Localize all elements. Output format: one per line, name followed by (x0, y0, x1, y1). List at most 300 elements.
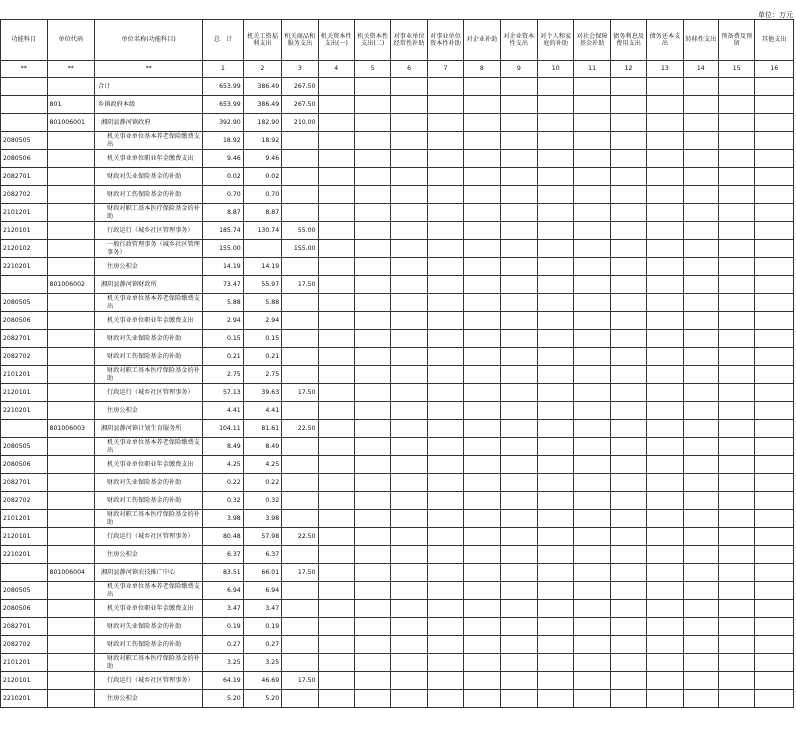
amount-cell (647, 636, 683, 654)
amount-cell (500, 258, 537, 276)
sequence-cell: 15 (719, 61, 755, 78)
amount-cell: 6.94 (243, 582, 281, 600)
amount-cell (427, 438, 463, 456)
amount-cell (683, 96, 718, 114)
amount-cell (464, 654, 500, 672)
amount-cell (683, 672, 718, 690)
function-code-cell: 2082701 (1, 330, 48, 348)
sequence-cell: ** (47, 61, 95, 78)
amount-cell (574, 150, 610, 168)
unit-code-cell (47, 474, 95, 492)
amount-cell (647, 564, 683, 582)
amount-cell (282, 690, 318, 708)
amount-cell (755, 474, 794, 492)
amount-cell (683, 150, 718, 168)
amount-cell (500, 96, 537, 114)
amount-cell (318, 492, 354, 510)
amount-cell (354, 438, 390, 456)
amount-cell (391, 474, 427, 492)
amount-cell (538, 384, 574, 402)
amount-cell (610, 618, 646, 636)
amount-cell (538, 78, 574, 96)
amount-cell (427, 636, 463, 654)
amount-cell (755, 330, 794, 348)
amount-cell (354, 690, 390, 708)
amount-cell (683, 78, 718, 96)
table-row (1, 636, 794, 654)
column-header: 单位代码 (47, 20, 95, 61)
amount-cell (574, 510, 610, 528)
amount-cell (755, 492, 794, 510)
amount-cell (427, 294, 463, 312)
amount-cell (318, 618, 354, 636)
table-row (1, 672, 794, 690)
unit-name-cell: 机关事业单位职业年金缴费支出 (95, 456, 203, 474)
amount-cell (610, 582, 646, 600)
amount-cell (683, 438, 718, 456)
amount-cell (500, 384, 537, 402)
amount-cell (464, 420, 500, 438)
amount-cell: 80.48 (203, 528, 243, 546)
amount-cell (719, 78, 755, 96)
amount-cell (719, 636, 755, 654)
amount-cell (538, 474, 574, 492)
amount-cell (574, 132, 610, 150)
amount-cell (610, 492, 646, 510)
amount-cell (464, 582, 500, 600)
table-row (1, 132, 794, 150)
amount-cell (610, 330, 646, 348)
amount-cell (610, 132, 646, 150)
amount-cell: 8.87 (243, 204, 281, 222)
amount-cell (755, 456, 794, 474)
amount-cell (500, 222, 537, 240)
amount-cell (464, 672, 500, 690)
unit-code-cell (47, 348, 95, 366)
column-header: 单位名称(功能科目) (95, 20, 203, 61)
amount-cell (500, 456, 537, 474)
amount-cell (610, 276, 646, 294)
amount-cell (391, 132, 427, 150)
amount-cell (574, 528, 610, 546)
column-header: 总 计 (203, 20, 243, 61)
unit-code-cell (47, 546, 95, 564)
unit-name-cell: 财政对工伤保险基金的补助 (95, 186, 203, 204)
amount-cell (318, 222, 354, 240)
amount-cell (574, 474, 610, 492)
amount-cell (354, 132, 390, 150)
amount-cell (574, 114, 610, 132)
unit-code-cell (47, 402, 95, 420)
amount-cell: 4.25 (203, 456, 243, 474)
table-row (1, 690, 794, 708)
unit-name-cell: 财政对失业保险基金的补助 (95, 330, 203, 348)
amount-cell: 5.88 (203, 294, 243, 312)
amount-cell (610, 474, 646, 492)
amount-cell: 2.94 (203, 312, 243, 330)
amount-cell (318, 672, 354, 690)
amount-cell (647, 168, 683, 186)
amount-cell: 3.25 (203, 654, 243, 672)
amount-cell (574, 186, 610, 204)
unit-name-cell: 湘阴县静河镇政府 (95, 114, 203, 132)
amount-cell (282, 438, 318, 456)
amount-cell (719, 96, 755, 114)
unit-name-cell: 财政对职工基本医疗保险基金的补助 (95, 510, 203, 528)
amount-cell (464, 402, 500, 420)
amount-cell: 5.20 (243, 690, 281, 708)
amount-cell (500, 492, 537, 510)
amount-cell: 0.70 (243, 186, 281, 204)
amount-cell (719, 294, 755, 312)
function-code-cell: 2101201 (1, 654, 48, 672)
amount-cell (282, 366, 318, 384)
amount-cell: 4.41 (243, 402, 281, 420)
amount-cell (500, 312, 537, 330)
column-header: 对个人和家庭的补助 (538, 20, 574, 61)
amount-cell (755, 312, 794, 330)
sequence-cell: 7 (427, 61, 463, 78)
amount-cell (282, 348, 318, 366)
sequence-cell: 8 (464, 61, 500, 78)
amount-cell (427, 672, 463, 690)
amount-cell (647, 546, 683, 564)
amount-cell (354, 258, 390, 276)
unit-code-cell (47, 240, 95, 258)
amount-cell (610, 600, 646, 618)
amount-cell (318, 474, 354, 492)
amount-cell (683, 348, 718, 366)
table-row (1, 366, 794, 384)
amount-cell (755, 510, 794, 528)
amount-cell (427, 384, 463, 402)
amount-cell (391, 402, 427, 420)
amount-cell (282, 312, 318, 330)
unit-name-cell: 机关事业单位基本养老保险缴费支出 (95, 294, 203, 312)
amount-cell (354, 240, 390, 258)
amount-cell (610, 204, 646, 222)
amount-cell (427, 600, 463, 618)
unit-code-cell (47, 312, 95, 330)
amount-cell (464, 294, 500, 312)
amount-cell (464, 690, 500, 708)
amount-cell (647, 384, 683, 402)
function-code-cell: 2082702 (1, 636, 48, 654)
amount-cell (538, 132, 574, 150)
column-header: 对企业补助 (464, 20, 500, 61)
amount-cell (318, 456, 354, 474)
amount-cell: 0.22 (243, 474, 281, 492)
amount-cell (500, 348, 537, 366)
amount-cell (354, 474, 390, 492)
amount-cell (354, 294, 390, 312)
unit-code-cell (47, 654, 95, 672)
amount-cell (719, 150, 755, 168)
amount-cell (391, 240, 427, 258)
amount-cell (282, 456, 318, 474)
function-code-cell: 2082702 (1, 186, 48, 204)
amount-cell: 4.25 (243, 456, 281, 474)
amount-cell (427, 150, 463, 168)
amount-cell (318, 348, 354, 366)
amount-cell (427, 690, 463, 708)
unit-name-cell: 机关事业单位基本养老保险缴费支出 (95, 132, 203, 150)
amount-cell (354, 114, 390, 132)
amount-cell (391, 96, 427, 114)
amount-cell (610, 366, 646, 384)
amount-cell: 0.15 (203, 330, 243, 348)
amount-cell (538, 222, 574, 240)
amount-cell: 9.46 (243, 150, 281, 168)
amount-cell (391, 222, 427, 240)
unit-name-cell: 行政运行（城乡社区管理事务） (95, 528, 203, 546)
amount-cell: 17.50 (282, 276, 318, 294)
unit-name-cell: 财政对失业保险基金的补助 (95, 474, 203, 492)
amount-cell (647, 618, 683, 636)
amount-cell: 8.87 (203, 204, 243, 222)
amount-cell (282, 492, 318, 510)
function-code-cell (1, 78, 48, 96)
amount-cell (354, 276, 390, 294)
amount-cell (318, 204, 354, 222)
unit-code-cell (47, 636, 95, 654)
unit-name-cell: 财政对工伤保险基金的补助 (95, 492, 203, 510)
amount-cell (538, 564, 574, 582)
unit-name-cell: 住房公积金 (95, 402, 203, 420)
amount-cell (683, 384, 718, 402)
amount-cell (391, 510, 427, 528)
amount-cell (574, 330, 610, 348)
amount-cell (683, 294, 718, 312)
amount-cell (574, 582, 610, 600)
amount-cell (683, 528, 718, 546)
unit-code-cell (47, 330, 95, 348)
amount-cell (464, 168, 500, 186)
table-row (1, 114, 794, 132)
amount-cell (647, 492, 683, 510)
column-header: 对企业资本性支出 (500, 20, 537, 61)
function-code-cell: 2101201 (1, 510, 48, 528)
amount-cell (538, 438, 574, 456)
amount-cell: 3.47 (203, 600, 243, 618)
amount-cell (354, 402, 390, 420)
sequence-cell: 5 (354, 61, 390, 78)
amount-cell (719, 132, 755, 150)
amount-cell (282, 636, 318, 654)
function-code-cell: 2101201 (1, 204, 48, 222)
amount-cell: 6.94 (203, 582, 243, 600)
amount-cell (500, 366, 537, 384)
amount-cell (464, 366, 500, 384)
amount-cell (683, 690, 718, 708)
amount-cell: 6.37 (203, 546, 243, 564)
amount-cell (391, 528, 427, 546)
amount-cell (282, 330, 318, 348)
amount-cell (318, 240, 354, 258)
amount-cell (500, 78, 537, 96)
function-code-cell: 2080505 (1, 438, 48, 456)
amount-cell (755, 348, 794, 366)
column-header: 对事业单位资本性补助 (427, 20, 463, 61)
amount-cell (318, 654, 354, 672)
amount-cell (391, 276, 427, 294)
sequence-cell: 6 (391, 61, 427, 78)
amount-cell (574, 276, 610, 294)
amount-cell: 5.20 (203, 690, 243, 708)
amount-cell (318, 582, 354, 600)
amount-cell (391, 348, 427, 366)
amount-cell (683, 618, 718, 636)
unit-code-cell (47, 150, 95, 168)
amount-cell (391, 366, 427, 384)
amount-cell (538, 510, 574, 528)
amount-cell (538, 276, 574, 294)
sequence-cell: 9 (500, 61, 537, 78)
amount-cell (683, 492, 718, 510)
amount-cell (354, 654, 390, 672)
amount-cell (354, 222, 390, 240)
unit-code-cell (47, 186, 95, 204)
amount-cell (719, 420, 755, 438)
function-code-cell: 2120102 (1, 240, 48, 258)
amount-cell (610, 114, 646, 132)
amount-cell (755, 186, 794, 204)
amount-cell (500, 114, 537, 132)
amount-cell: 267.50 (282, 78, 318, 96)
amount-cell (719, 348, 755, 366)
table-row (1, 150, 794, 168)
amount-cell (538, 312, 574, 330)
amount-cell (683, 564, 718, 582)
amount-cell (538, 492, 574, 510)
amount-cell: 3.98 (243, 510, 281, 528)
amount-cell (647, 78, 683, 96)
amount-cell (538, 402, 574, 420)
function-code-cell: 2082701 (1, 618, 48, 636)
amount-cell: 73.47 (203, 276, 243, 294)
amount-cell (610, 312, 646, 330)
amount-cell: 3.47 (243, 600, 281, 618)
unit-code-cell (47, 690, 95, 708)
amount-cell (427, 528, 463, 546)
amount-cell (354, 600, 390, 618)
amount-cell (464, 474, 500, 492)
amount-cell (464, 132, 500, 150)
amount-cell (500, 240, 537, 258)
amount-cell (391, 312, 427, 330)
table-row (1, 492, 794, 510)
amount-cell (755, 294, 794, 312)
amount-cell (683, 186, 718, 204)
amount-cell (647, 348, 683, 366)
amount-cell (683, 402, 718, 420)
amount-cell (464, 258, 500, 276)
amount-cell (318, 186, 354, 204)
amount-cell (427, 276, 463, 294)
amount-cell (538, 294, 574, 312)
table-row (1, 312, 794, 330)
amount-cell (464, 564, 500, 582)
amount-cell (391, 654, 427, 672)
amount-cell (427, 114, 463, 132)
unit-name-cell: 湘阴县静河镇计划生育服务所 (95, 420, 203, 438)
amount-cell (719, 276, 755, 294)
amount-cell (755, 366, 794, 384)
amount-cell (391, 204, 427, 222)
function-code-cell (1, 114, 48, 132)
table-row (1, 222, 794, 240)
amount-cell (719, 474, 755, 492)
table-row (1, 618, 794, 636)
amount-cell: 57.13 (203, 384, 243, 402)
amount-cell (427, 456, 463, 474)
amount-cell (647, 222, 683, 240)
amount-cell (538, 636, 574, 654)
column-header: 机关资本性支出(一) (318, 20, 354, 61)
amount-cell: 0.02 (243, 168, 281, 186)
unit-code-cell (47, 258, 95, 276)
amount-cell (755, 114, 794, 132)
amount-cell (282, 600, 318, 618)
amount-cell (755, 582, 794, 600)
amount-cell (318, 312, 354, 330)
amount-cell (282, 546, 318, 564)
amount-cell (755, 528, 794, 546)
unit-code-cell (47, 582, 95, 600)
amount-cell (427, 258, 463, 276)
column-header: 其他支出 (755, 20, 794, 61)
amount-cell (391, 186, 427, 204)
amount-cell (318, 546, 354, 564)
sequence-cell: ** (95, 61, 203, 78)
amount-cell (755, 420, 794, 438)
amount-cell (391, 438, 427, 456)
unit-name-cell: 住房公积金 (95, 546, 203, 564)
unit-name-cell: 机关事业单位职业年金缴费支出 (95, 600, 203, 618)
amount-cell (755, 78, 794, 96)
amount-cell (318, 402, 354, 420)
amount-cell (318, 114, 354, 132)
amount-cell (647, 96, 683, 114)
amount-cell: 155.00 (282, 240, 318, 258)
amount-cell (719, 186, 755, 204)
unit-code-cell: 801006003 (47, 420, 95, 438)
table-row (1, 654, 794, 672)
amount-cell (282, 474, 318, 492)
function-code-cell: 2082702 (1, 348, 48, 366)
amount-cell (464, 456, 500, 474)
table-row (1, 546, 794, 564)
amount-cell: 17.50 (282, 672, 318, 690)
unit-code-cell (47, 384, 95, 402)
amount-cell (683, 546, 718, 564)
amount-cell (282, 654, 318, 672)
amount-cell (574, 348, 610, 366)
amount-cell (538, 330, 574, 348)
unit-code-cell (47, 600, 95, 618)
amount-cell (500, 690, 537, 708)
amount-cell: 0.02 (203, 168, 243, 186)
amount-cell: 81.61 (243, 420, 281, 438)
amount-cell (243, 240, 281, 258)
amount-cell (464, 348, 500, 366)
amount-cell (464, 186, 500, 204)
amount-cell (755, 204, 794, 222)
amount-cell (427, 420, 463, 438)
amount-cell (354, 420, 390, 438)
amount-cell (574, 438, 610, 456)
unit-code-cell (47, 132, 95, 150)
